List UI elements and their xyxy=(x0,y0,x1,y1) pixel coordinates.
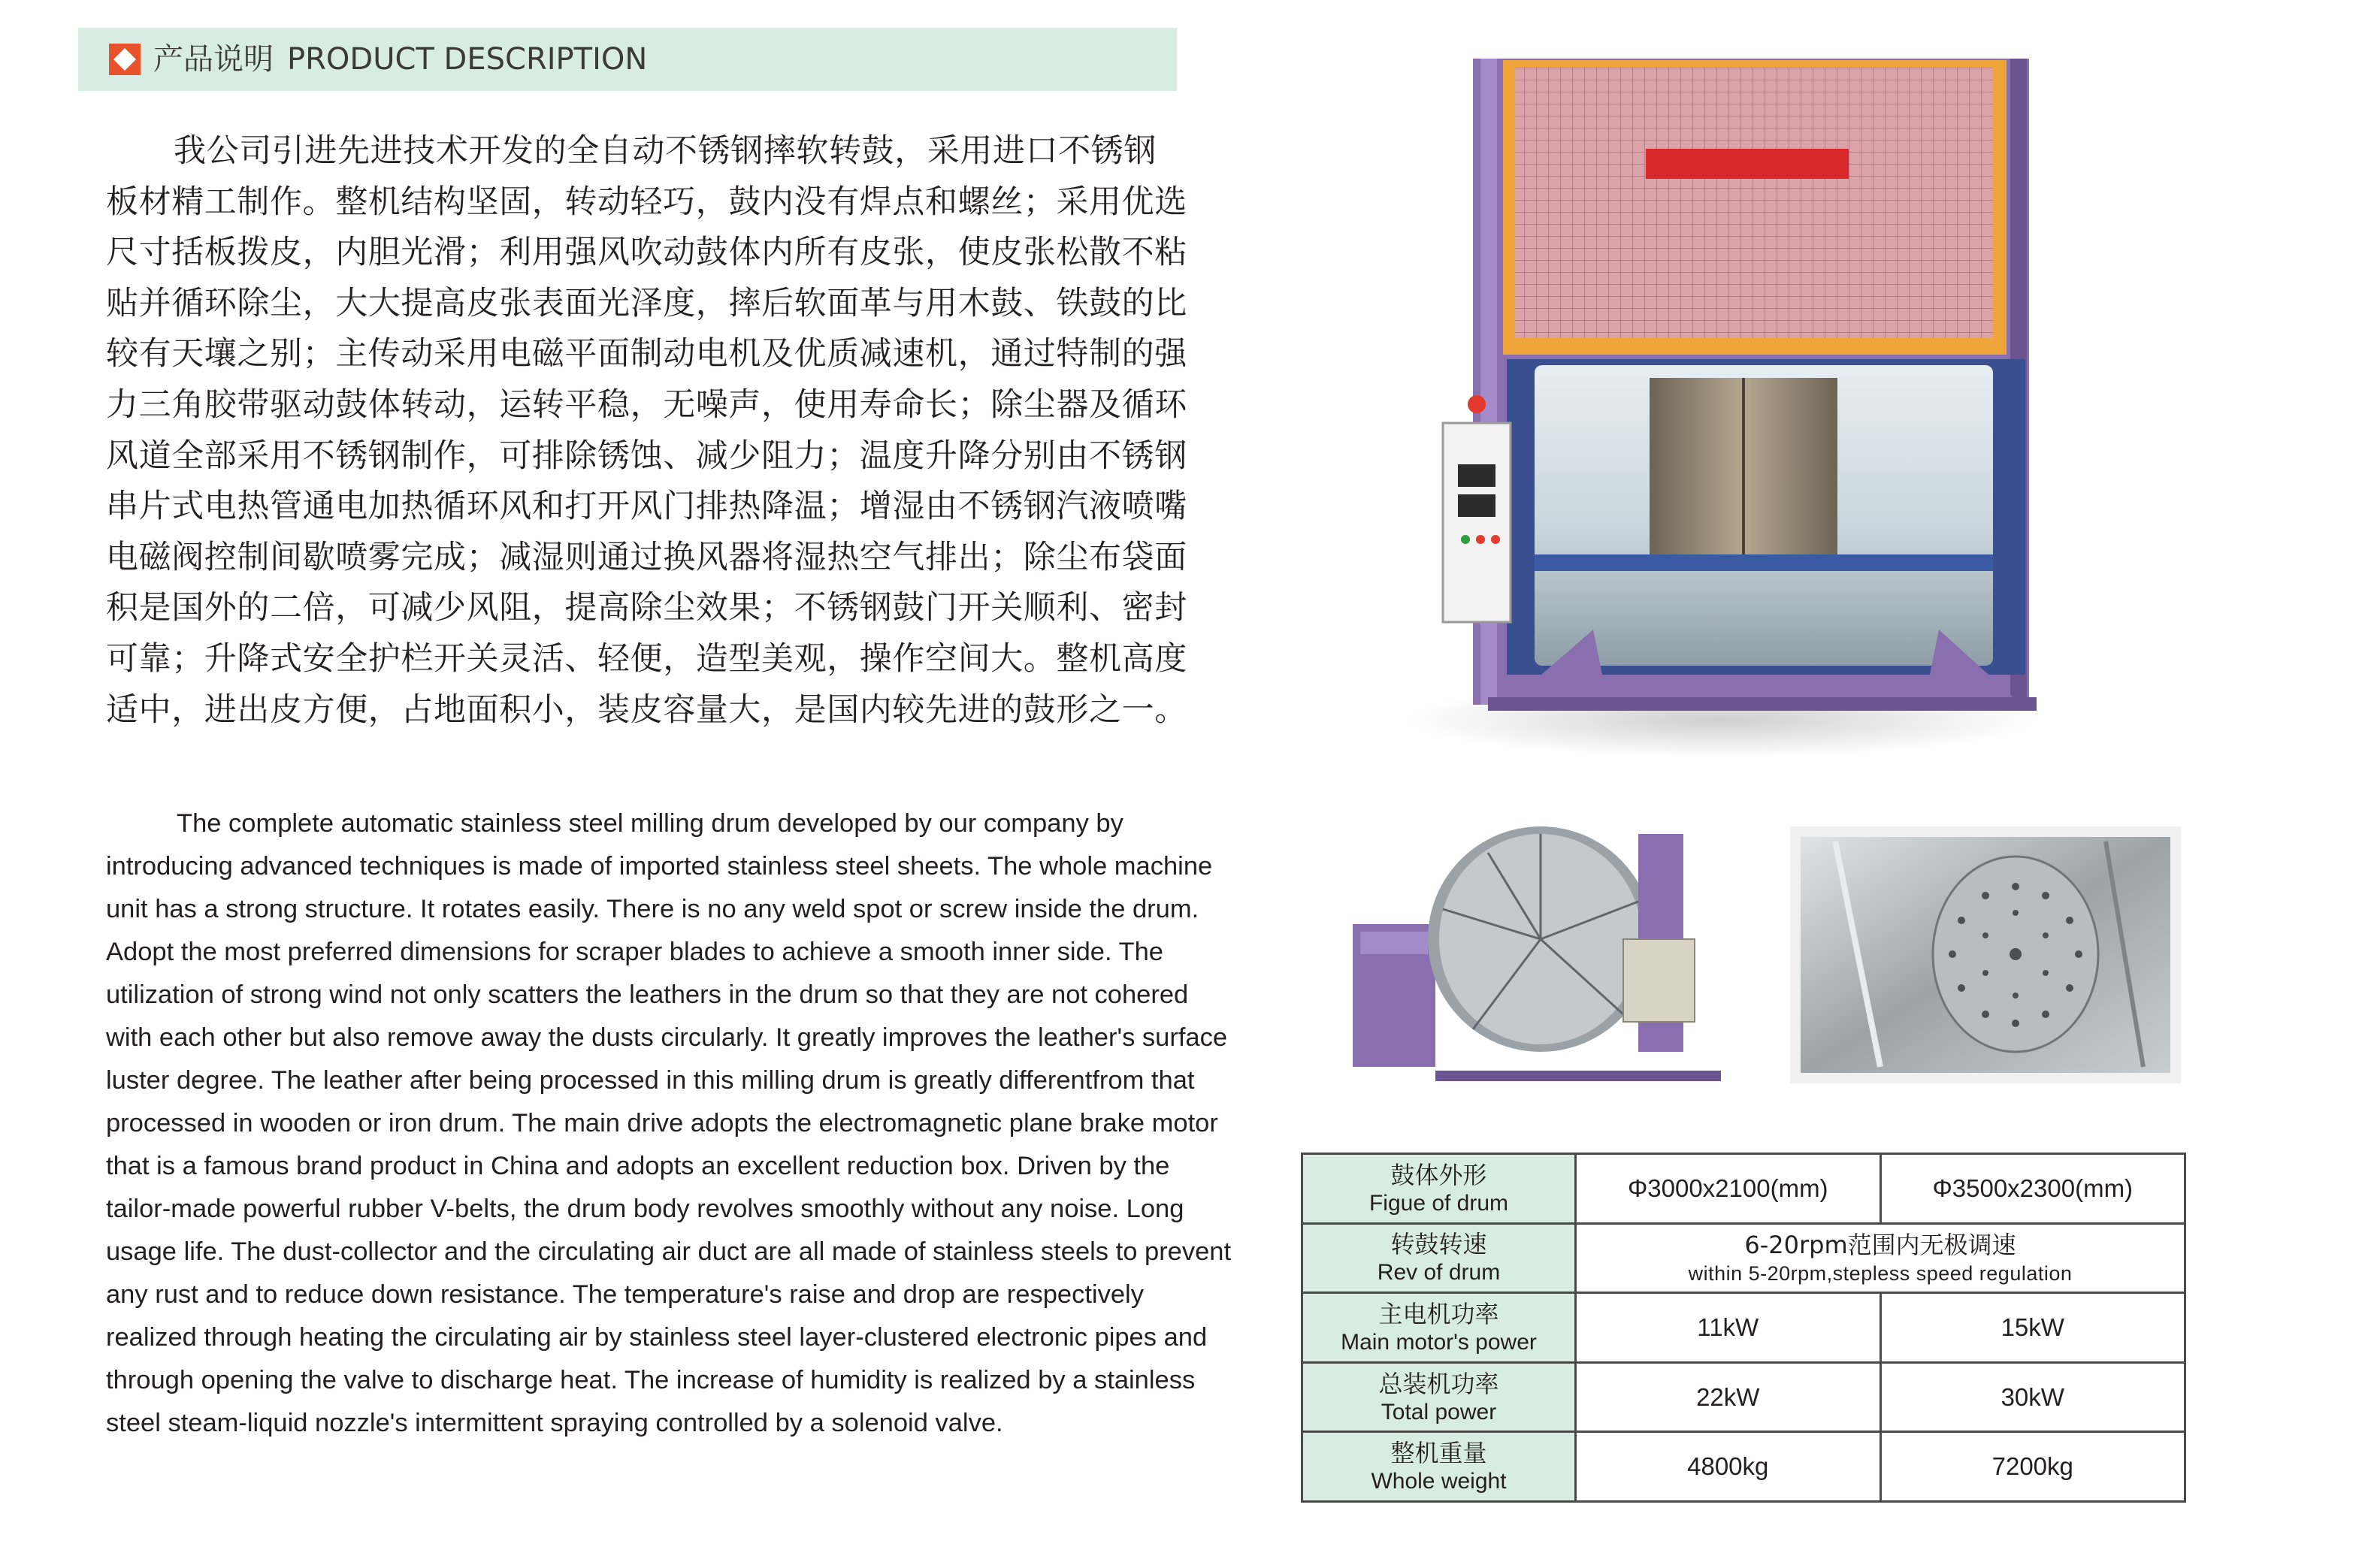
label-en: Total power xyxy=(1381,1399,1497,1424)
label-cn: 整机重量 xyxy=(1390,1439,1487,1468)
value-cell: 7200kg xyxy=(1880,1432,2185,1502)
value-cn: 6-20rpm范围内无极调速 xyxy=(1744,1231,2016,1260)
drum-interior-photo xyxy=(1790,826,2181,1083)
label-cn: 总装机功率 xyxy=(1378,1369,1499,1398)
row-label xyxy=(1302,1293,1576,1363)
label-en: Main motor's power xyxy=(1341,1329,1537,1355)
table-row xyxy=(1302,1223,2185,1293)
label-en: Whole weight xyxy=(1371,1469,1507,1494)
table-row xyxy=(1302,1432,2185,1502)
label-cn: 转鼓转速 xyxy=(1390,1230,1487,1259)
row-label xyxy=(1302,1223,1576,1293)
value-cell: 22kW xyxy=(1576,1362,1881,1432)
merged-value-cell xyxy=(1576,1223,2185,1293)
table-row xyxy=(1302,1293,2185,1363)
diamond-square-icon xyxy=(108,43,141,76)
value-cell: 11kW xyxy=(1576,1293,1881,1363)
label-en: Figue of drum xyxy=(1368,1190,1509,1216)
milling-drum-photo xyxy=(1368,44,2044,765)
milling-drum-side-photo xyxy=(1338,811,1743,1089)
value-en: within 5-20rpm,stepless speed regulation xyxy=(1688,1262,2073,1286)
table-row xyxy=(1302,1362,2185,1432)
value-cell: 4800kg xyxy=(1576,1432,1881,1502)
value-cell: Φ3000x2100(mm) xyxy=(1576,1154,1881,1224)
section-title-en: PRODUCT DESCRIPTION xyxy=(287,42,648,77)
spec-table xyxy=(1301,1153,2186,1503)
row-label xyxy=(1302,1154,1576,1224)
section-title-cn: 产品说明 xyxy=(153,42,274,77)
label-cn: 主电机功率 xyxy=(1378,1299,1499,1328)
row-label xyxy=(1302,1432,1576,1502)
description-english: The complete automatic stainless steel milling drum developed by our company by introducing advanced techniques is made of imported stainless steel sheets. The whole machine unit has a strong structure. It rotates easily. There is no any weld spot or screw inside the drum. Adopt the most preferred dimensions for scraper blades to achieve a smooth inner side. The utilization of strong wind not only scatters the leathers in the drum so that they are not cohered with each other but also remove away the dusts circularly. It greatly improves the leather's surface luster degree. The leather after being processed in this milling drum is greatly differentfrom that processed in wooden or iron drum. The main drive adopts the electromagnetic plane brake motor that is a famous brand product in China and adopts an excellent reduction box. Driven by the tailor-made powerful rubber V-belts, the drum body revolves smoothly without any noise. Long usage life. The dust-collector and the circulating air duct are all made of stainless steels to prevent any rust and to reduce down resistance. The temperature's raise and drop are respectively realized through heating the circulating air by stainless steel layer-clustered electronic pipes and through opening the valve to discharge heat. The increase of humidity is realized by a stainless steel steam-liquid nozzle's intermittent spraying controlled by a solenoid valve. xyxy=(106,809,1232,1437)
value-cell: 15kW xyxy=(1880,1293,2185,1363)
description-chinese: 我公司引进先进技术开发的全自动不锈钢摔软转鼓，采用进口不锈钢板材精工制作。整机结构坚固，转动轻巧，鼓内没有焊点和螺丝；采用优选尺寸括板拨皮，内胆光滑；利用强风吹动鼓体内所有皮张，使皮张松散不粘贴并循环除尘，大大提高皮张表面光泽度，摔后软面革与用木鼓、铁鼓的比较有天壤之别；主传动采用电磁平面制动电机及优质减速机，通过特制的强力三角胶带驱动鼓体转动，运转平稳，无噪声，使用寿命长；除尘器及循环风道全部采用不锈钢制作，可排除锈蚀、减少阻力；温度升降分别由不锈钢串片式电热管通电加热循环风和打开风门排热降温；增湿由不锈钢汽液喷嘴电磁阀控制间歇喷雾完成；减湿则通过换风器将湿热空气排出；除尘布袋面积是国外的二倍，可减少风阻，提高除尘效果；不锈钢鼓门开关顺利、密封可靠；升降式安全护栏开关灵活、轻便，造型美观，操作空间大。整机高度适中，进出皮方便，占地面积小，装皮容量大，是国内较先进的鼓形之一。 xyxy=(106,132,1187,729)
label-en: Rev of drum xyxy=(1377,1260,1501,1286)
section-title xyxy=(153,28,647,91)
value-cell: 30kW xyxy=(1880,1362,2185,1432)
table-row xyxy=(1302,1154,2185,1224)
row-label xyxy=(1302,1362,1576,1432)
section-header xyxy=(78,28,1177,91)
label-cn: 鼓体外形 xyxy=(1390,1160,1487,1189)
value-cell: Φ3500x2300(mm) xyxy=(1880,1154,2185,1224)
